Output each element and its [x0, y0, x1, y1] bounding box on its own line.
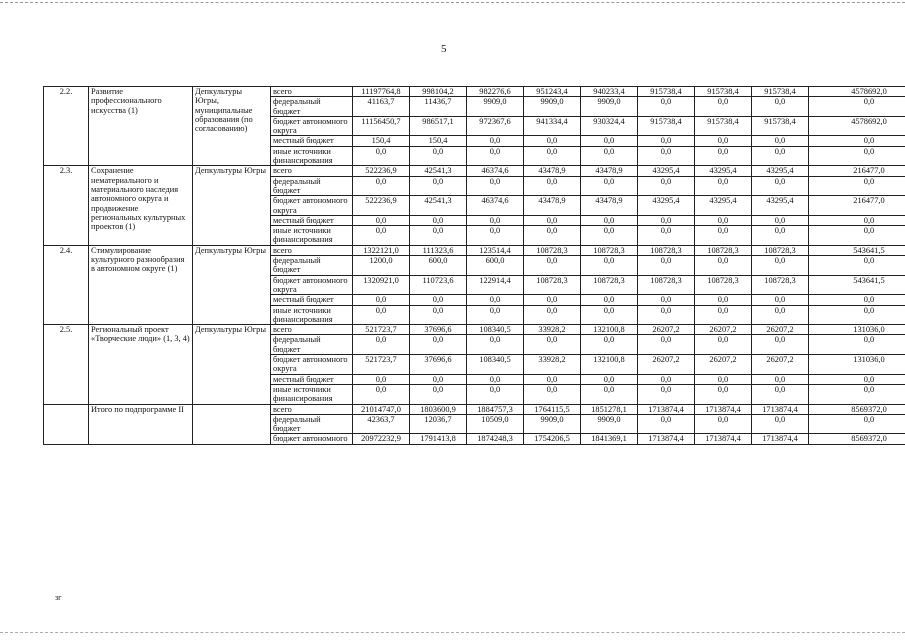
- amount-cell: 915738,4: [638, 87, 695, 97]
- amount-cell: 941334,4: [524, 116, 581, 136]
- section-code: [44, 404, 89, 444]
- amount-cell: 522236,9: [353, 196, 410, 216]
- amount-cell: 0,0: [467, 176, 524, 196]
- amount-cell: 11156450,7: [353, 116, 410, 136]
- amount-cell: 0,0: [752, 295, 809, 305]
- amount-cell: 8569372,0: [809, 404, 905, 414]
- amount-cell: 43478,9: [581, 166, 638, 176]
- section-code: 2.3.: [44, 166, 89, 245]
- section-name: Сохранение нематериального и материального наследия автономного округа и продвижение региональных культурных проектов (1): [89, 166, 193, 245]
- amount-cell: 522236,9: [353, 166, 410, 176]
- amount-cell: 132100,8: [581, 355, 638, 375]
- amount-cell: 0,0: [752, 146, 809, 166]
- amount-cell: 0,0: [353, 305, 410, 325]
- amount-cell: 0,0: [809, 136, 905, 146]
- funding-source: всего: [271, 166, 353, 176]
- amount-cell: 0,0: [410, 305, 467, 325]
- amount-cell: 108728,3: [581, 245, 638, 255]
- amount-cell: 41163,7: [353, 97, 410, 117]
- amount-cell: 0,0: [353, 374, 410, 384]
- amount-cell: 0,0: [809, 215, 905, 225]
- table-body: [44, 87, 905, 445]
- amount-cell: 11197764,8: [353, 87, 410, 97]
- amount-cell: 1884757,3: [467, 404, 524, 414]
- amount-cell: 0,0: [695, 384, 752, 404]
- table-row: [44, 245, 905, 255]
- amount-cell: 0,0: [809, 97, 905, 117]
- amount-cell: 0,0: [353, 215, 410, 225]
- amount-cell: 0,0: [524, 146, 581, 166]
- amount-cell: 0,0: [467, 384, 524, 404]
- amount-cell: 0,0: [752, 97, 809, 117]
- amount-cell: 1803600,9: [410, 404, 467, 414]
- section-executor: Депкультуры Югры: [193, 245, 271, 324]
- amount-cell: 43478,9: [581, 196, 638, 216]
- amount-cell: 0,0: [752, 305, 809, 325]
- amount-cell: 600,0: [467, 256, 524, 276]
- amount-cell: 0,0: [809, 295, 905, 305]
- amount-cell: 0,0: [467, 215, 524, 225]
- section-code: 2.2.: [44, 87, 89, 166]
- amount-cell: 0,0: [809, 146, 905, 166]
- amount-cell: 0,0: [410, 215, 467, 225]
- section-executor: Депкультуры Югры: [193, 325, 271, 404]
- amount-cell: 0,0: [695, 374, 752, 384]
- amount-cell: 0,0: [581, 215, 638, 225]
- scan-top-edge: [0, 2, 905, 4]
- amount-cell: 0,0: [752, 374, 809, 384]
- amount-cell: 33928,2: [524, 325, 581, 335]
- amount-cell: 0,0: [638, 256, 695, 276]
- funding-source: местный бюджет: [271, 295, 353, 305]
- amount-cell: 0,0: [524, 256, 581, 276]
- amount-cell: 8569372,0: [809, 434, 905, 444]
- amount-cell: 0,0: [638, 146, 695, 166]
- amount-cell: 4578692,0: [809, 116, 905, 136]
- amount-cell: 543641,5: [809, 275, 905, 295]
- amount-cell: 0,0: [752, 215, 809, 225]
- section-name: Стимулирование культурного разнообразия в автономном округе (1): [89, 245, 193, 324]
- amount-cell: 0,0: [467, 295, 524, 305]
- amount-cell: 0,0: [809, 384, 905, 404]
- amount-cell: 0,0: [410, 146, 467, 166]
- amount-cell: 108340,5: [467, 325, 524, 335]
- total-row: [44, 404, 905, 414]
- amount-cell: 20972232,9: [353, 434, 410, 444]
- amount-cell: 0,0: [638, 215, 695, 225]
- amount-cell: 108728,3: [638, 275, 695, 295]
- amount-cell: 951243,4: [524, 87, 581, 97]
- amount-cell: 0,0: [809, 256, 905, 276]
- amount-cell: 216477,0: [809, 196, 905, 216]
- amount-cell: 9909,0: [524, 97, 581, 117]
- funding-source: бюджет автономного округа: [271, 196, 353, 216]
- amount-cell: 0,0: [695, 97, 752, 117]
- funding-source: федеральный бюджет: [271, 97, 353, 117]
- amount-cell: 0,0: [524, 226, 581, 246]
- amount-cell: 0,0: [752, 335, 809, 355]
- amount-cell: 0,0: [524, 335, 581, 355]
- funding-source: федеральный бюджет: [271, 256, 353, 276]
- amount-cell: 1320921,0: [353, 275, 410, 295]
- amount-cell: 0,0: [581, 295, 638, 305]
- amount-cell: 915738,4: [752, 116, 809, 136]
- amount-cell: 0,0: [353, 384, 410, 404]
- section-name: Итого по подпрограмме II: [89, 404, 193, 444]
- amount-cell: 108728,3: [524, 245, 581, 255]
- amount-cell: 915738,4: [752, 87, 809, 97]
- section-name: Развитие профессионального искусства (1): [89, 87, 193, 166]
- amount-cell: 0,0: [809, 305, 905, 325]
- amount-cell: 0,0: [581, 384, 638, 404]
- amount-cell: 0,0: [638, 374, 695, 384]
- amount-cell: 9909,0: [581, 414, 638, 434]
- amount-cell: 1713874,4: [638, 404, 695, 414]
- amount-cell: 0,0: [809, 374, 905, 384]
- amount-cell: 0,0: [638, 384, 695, 404]
- amount-cell: 0,0: [809, 176, 905, 196]
- amount-cell: 1791413,8: [410, 434, 467, 444]
- scan-bottom-edge: [0, 632, 905, 634]
- amount-cell: 521723,7: [353, 355, 410, 375]
- amount-cell: 0,0: [467, 136, 524, 146]
- amount-cell: 43295,4: [695, 166, 752, 176]
- amount-cell: 216477,0: [809, 166, 905, 176]
- amount-cell: 0,0: [695, 176, 752, 196]
- funding-source: бюджет автономного: [271, 434, 353, 444]
- amount-cell: 26207,2: [695, 355, 752, 375]
- amount-cell: 0,0: [695, 335, 752, 355]
- amount-cell: 0,0: [524, 305, 581, 325]
- amount-cell: 0,0: [581, 176, 638, 196]
- amount-cell: 0,0: [467, 146, 524, 166]
- amount-cell: 42541,3: [410, 196, 467, 216]
- amount-cell: 9909,0: [467, 97, 524, 117]
- amount-cell: 0,0: [524, 295, 581, 305]
- amount-cell: 0,0: [467, 374, 524, 384]
- amount-cell: 1713874,4: [638, 434, 695, 444]
- amount-cell: 0,0: [638, 335, 695, 355]
- amount-cell: 0,0: [524, 384, 581, 404]
- amount-cell: 0,0: [353, 226, 410, 246]
- amount-cell: 0,0: [809, 226, 905, 246]
- amount-cell: 1200,0: [353, 256, 410, 276]
- amount-cell: 0,0: [581, 136, 638, 146]
- amount-cell: 0,0: [581, 305, 638, 325]
- funding-source: иные источники финансирования: [271, 384, 353, 404]
- amount-cell: 0,0: [353, 295, 410, 305]
- amount-cell: 131036,0: [809, 355, 905, 375]
- amount-cell: 33928,2: [524, 355, 581, 375]
- amount-cell: 0,0: [752, 176, 809, 196]
- amount-cell: 1764115,5: [524, 404, 581, 414]
- amount-cell: 1874248,3: [467, 434, 524, 444]
- amount-cell: 9909,0: [581, 97, 638, 117]
- amount-cell: 1754206,5: [524, 434, 581, 444]
- amount-cell: 43295,4: [752, 196, 809, 216]
- amount-cell: 11436,7: [410, 97, 467, 117]
- amount-cell: 0,0: [410, 226, 467, 246]
- amount-cell: 1713874,4: [695, 404, 752, 414]
- section-executor: Депкультуры Югры, муниципальные образования (по согласованию): [193, 87, 271, 166]
- amount-cell: 0,0: [695, 136, 752, 146]
- amount-cell: 1713874,4: [695, 434, 752, 444]
- amount-cell: 0,0: [695, 295, 752, 305]
- amount-cell: 37696,6: [410, 355, 467, 375]
- amount-cell: 122914,4: [467, 275, 524, 295]
- amount-cell: 46374,6: [467, 166, 524, 176]
- amount-cell: 26207,2: [638, 325, 695, 335]
- amount-cell: 46374,6: [467, 196, 524, 216]
- section-name: Региональный проект «Творческие люди» (1, 3, 4): [89, 325, 193, 404]
- amount-cell: 0,0: [695, 256, 752, 276]
- funding-source: местный бюджет: [271, 374, 353, 384]
- amount-cell: 43295,4: [638, 166, 695, 176]
- amount-cell: 0,0: [752, 414, 809, 434]
- amount-cell: 0,0: [524, 374, 581, 384]
- funding-source: федеральный бюджет: [271, 414, 353, 434]
- funding-source: иные источники финансирования: [271, 146, 353, 166]
- amount-cell: 111323,6: [410, 245, 467, 255]
- section-executor: Депкультуры Югры: [193, 166, 271, 245]
- amount-cell: 37696,6: [410, 325, 467, 335]
- amount-cell: 108728,3: [524, 275, 581, 295]
- amount-cell: 543641,5: [809, 245, 905, 255]
- amount-cell: 43478,9: [524, 196, 581, 216]
- amount-cell: 108340,5: [467, 355, 524, 375]
- amount-cell: 0,0: [524, 176, 581, 196]
- funding-source: федеральный бюджет: [271, 335, 353, 355]
- amount-cell: 42363,7: [353, 414, 410, 434]
- amount-cell: 110723,6: [410, 275, 467, 295]
- amount-cell: 0,0: [524, 215, 581, 225]
- amount-cell: 0,0: [410, 176, 467, 196]
- funding-source: всего: [271, 245, 353, 255]
- amount-cell: 12036,7: [410, 414, 467, 434]
- amount-cell: 0,0: [581, 226, 638, 246]
- amount-cell: 0,0: [809, 414, 905, 434]
- amount-cell: 0,0: [638, 176, 695, 196]
- table-row: [44, 87, 905, 97]
- amount-cell: 26207,2: [752, 325, 809, 335]
- amount-cell: 0,0: [695, 305, 752, 325]
- amount-cell: 0,0: [410, 335, 467, 355]
- amount-cell: 131036,0: [809, 325, 905, 335]
- funding-source: местный бюджет: [271, 136, 353, 146]
- amount-cell: 0,0: [410, 295, 467, 305]
- amount-cell: 940233,4: [581, 87, 638, 97]
- amount-cell: 132100,8: [581, 325, 638, 335]
- funding-source: иные источники финансирования: [271, 226, 353, 246]
- amount-cell: 0,0: [638, 97, 695, 117]
- amount-cell: 43478,9: [524, 166, 581, 176]
- amount-cell: 915738,4: [695, 116, 752, 136]
- page-number: 5: [441, 43, 447, 55]
- amount-cell: 26207,2: [638, 355, 695, 375]
- amount-cell: 0,0: [638, 414, 695, 434]
- amount-cell: 998104,2: [410, 87, 467, 97]
- section-code: 2.4.: [44, 245, 89, 324]
- amount-cell: 43295,4: [752, 166, 809, 176]
- amount-cell: 43295,4: [638, 196, 695, 216]
- amount-cell: 108728,3: [638, 245, 695, 255]
- amount-cell: 982276,6: [467, 87, 524, 97]
- amount-cell: 600,0: [410, 256, 467, 276]
- amount-cell: 4578692,0: [809, 87, 905, 97]
- funding-source: бюджет автономного округа: [271, 275, 353, 295]
- amount-cell: 915738,4: [638, 116, 695, 136]
- funding-source: бюджет автономного округа: [271, 116, 353, 136]
- amount-cell: 0,0: [752, 136, 809, 146]
- amount-cell: 108728,3: [752, 245, 809, 255]
- amount-cell: 0,0: [752, 384, 809, 404]
- amount-cell: 21014747,0: [353, 404, 410, 414]
- amount-cell: 43295,4: [695, 196, 752, 216]
- amount-cell: 0,0: [809, 335, 905, 355]
- amount-cell: 0,0: [581, 256, 638, 276]
- section-code: 2.5.: [44, 325, 89, 404]
- amount-cell: 0,0: [467, 335, 524, 355]
- amount-cell: 0,0: [638, 305, 695, 325]
- footer-stamp: зг: [55, 593, 62, 602]
- amount-cell: 108728,3: [695, 275, 752, 295]
- table-row: [44, 325, 905, 335]
- amount-cell: 108728,3: [752, 275, 809, 295]
- amount-cell: 0,0: [353, 335, 410, 355]
- amount-cell: 0,0: [695, 146, 752, 166]
- table-row: [44, 166, 905, 176]
- funding-source: всего: [271, 87, 353, 97]
- amount-cell: 42541,3: [410, 166, 467, 176]
- section-executor: [193, 404, 271, 444]
- amount-cell: 0,0: [695, 215, 752, 225]
- budget-table: [43, 86, 905, 445]
- amount-cell: 0,0: [581, 374, 638, 384]
- amount-cell: 0,0: [695, 414, 752, 434]
- funding-source: иные источники финансирования: [271, 305, 353, 325]
- amount-cell: 108728,3: [695, 245, 752, 255]
- amount-cell: 1713874,4: [752, 404, 809, 414]
- amount-cell: 0,0: [410, 374, 467, 384]
- amount-cell: 930324,4: [581, 116, 638, 136]
- amount-cell: 0,0: [410, 384, 467, 404]
- amount-cell: 0,0: [638, 295, 695, 305]
- amount-cell: 150,4: [353, 136, 410, 146]
- amount-cell: 972367,6: [467, 116, 524, 136]
- amount-cell: 0,0: [524, 136, 581, 146]
- amount-cell: 0,0: [581, 146, 638, 166]
- amount-cell: 0,0: [581, 335, 638, 355]
- amount-cell: 0,0: [467, 226, 524, 246]
- amount-cell: 10509,0: [467, 414, 524, 434]
- amount-cell: 123514,4: [467, 245, 524, 255]
- funding-source: местный бюджет: [271, 215, 353, 225]
- amount-cell: 108728,3: [581, 275, 638, 295]
- amount-cell: 0,0: [353, 146, 410, 166]
- amount-cell: 26207,2: [752, 355, 809, 375]
- amount-cell: 1322121,0: [353, 245, 410, 255]
- amount-cell: 150,4: [410, 136, 467, 146]
- funding-source: всего: [271, 325, 353, 335]
- amount-cell: 986517,1: [410, 116, 467, 136]
- amount-cell: 0,0: [752, 226, 809, 246]
- amount-cell: 0,0: [353, 176, 410, 196]
- amount-cell: 0,0: [752, 256, 809, 276]
- amount-cell: 521723,7: [353, 325, 410, 335]
- amount-cell: 0,0: [638, 136, 695, 146]
- amount-cell: 1841369,1: [581, 434, 638, 444]
- amount-cell: 1851278,1: [581, 404, 638, 414]
- amount-cell: 9909,0: [524, 414, 581, 434]
- amount-cell: 0,0: [467, 305, 524, 325]
- amount-cell: 0,0: [638, 226, 695, 246]
- amount-cell: 915738,4: [695, 87, 752, 97]
- amount-cell: 1713874,4: [752, 434, 809, 444]
- amount-cell: 26207,2: [695, 325, 752, 335]
- funding-source: федеральный бюджет: [271, 176, 353, 196]
- amount-cell: 0,0: [695, 226, 752, 246]
- funding-source: всего: [271, 404, 353, 414]
- funding-source: бюджет автономного округа: [271, 355, 353, 375]
